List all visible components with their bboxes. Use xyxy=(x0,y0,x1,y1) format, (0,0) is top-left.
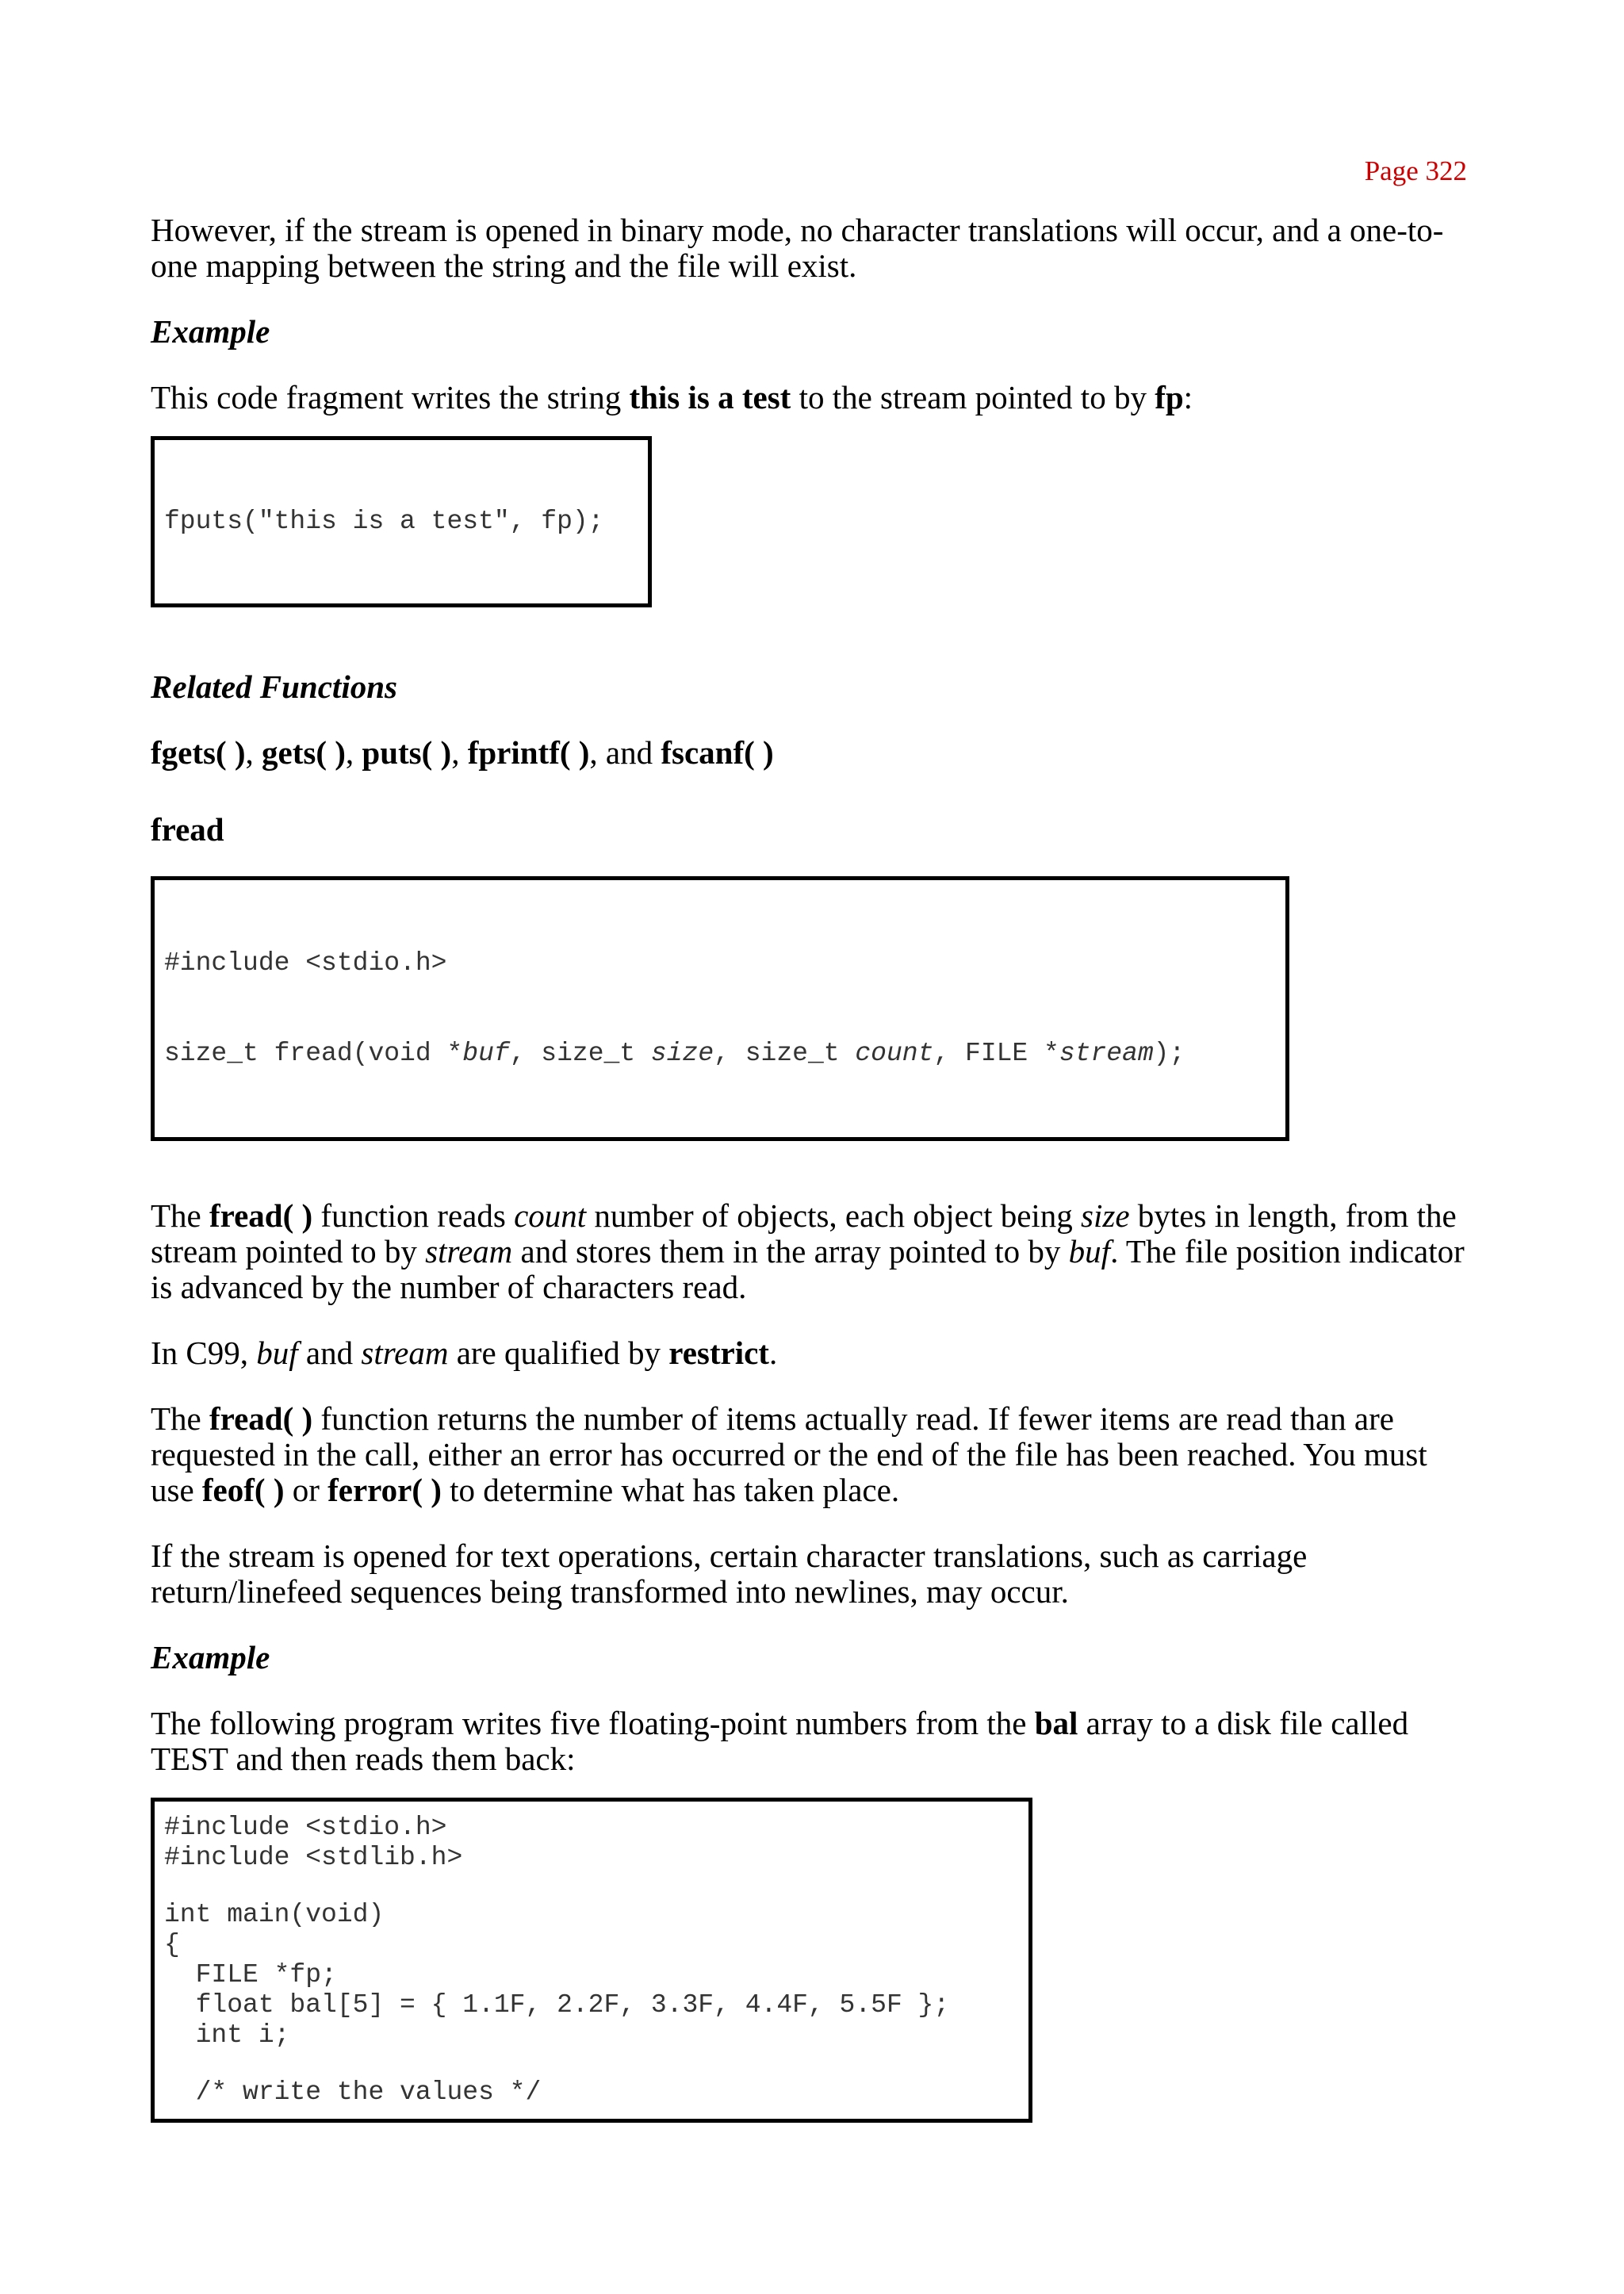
code-line: int i; xyxy=(164,2020,290,2050)
param-ref: buf xyxy=(256,1335,298,1371)
text-run: array to a disk file called TEST and then reads them back: xyxy=(151,1705,1409,1777)
text-run: to the stream pointed to by xyxy=(791,379,1155,416)
separator: , and xyxy=(589,734,661,771)
function-ref: ferror( ) xyxy=(327,1472,442,1508)
function-title: fread xyxy=(151,811,224,848)
separator: , xyxy=(345,734,362,771)
code-line: { xyxy=(164,1930,180,1959)
code-blank-line xyxy=(164,1873,1019,1900)
example-heading: Example xyxy=(151,1639,270,1676)
code-token: ); xyxy=(1153,1039,1185,1068)
code-token: , size_t xyxy=(509,1039,651,1068)
code-line: int main(void) xyxy=(164,1900,385,1929)
text-run: function returns the number of items actually read. If fewer items are read than are requested in the call, either an error has occurred or the end of the file has been reached. You must use xyxy=(151,1400,1427,1508)
text-run: to determine what has taken place. xyxy=(441,1472,900,1508)
text-run: . The file position indicator is advanced by the number of characters read. xyxy=(151,1233,1465,1305)
function-ref: fprintf( ) xyxy=(467,734,590,771)
example-description xyxy=(151,380,1467,416)
function-ref: fread( ) xyxy=(209,1197,313,1234)
code-blank-line xyxy=(164,2051,1019,2078)
text-run: or xyxy=(284,1472,328,1508)
separator: , xyxy=(451,734,468,771)
code-block-prototype xyxy=(151,876,1289,1141)
code-line xyxy=(164,1039,1276,1069)
function-ref: gets( ) xyxy=(262,734,346,771)
param-ref: count xyxy=(514,1197,587,1234)
code-term: this is a test xyxy=(629,379,791,416)
param-ref: size xyxy=(1081,1197,1130,1234)
code-token: size_t fread(void * xyxy=(164,1039,463,1068)
separator: , xyxy=(245,734,262,771)
text-run: number of objects, each object being xyxy=(586,1197,1082,1234)
text-run: This code fragment writes the string xyxy=(151,379,630,416)
example-description xyxy=(151,1706,1451,1777)
code-param: stream xyxy=(1059,1039,1154,1068)
text-run: : xyxy=(1183,379,1193,416)
code-block-program xyxy=(151,1798,1032,2123)
keyword: restrict xyxy=(668,1335,769,1371)
function-ref: fscanf( ) xyxy=(661,734,774,771)
text-run: The following program writes five floating-point numbers from the xyxy=(151,1705,1035,1741)
param-ref: stream xyxy=(425,1233,513,1270)
text-run: and stores them in the array pointed to by xyxy=(512,1233,1069,1270)
text-operations-paragraph: If the stream is opened for text operations, certain character translations, such as carriage return/linefeed sequences being transformed into newlines, may occur. xyxy=(151,1538,1308,1610)
function-ref: feof( ) xyxy=(201,1472,285,1508)
page-content xyxy=(151,213,1467,2123)
intro-paragraph: However, if the stream is opened in binary mode, no character translations will occur, and a one-to-one mapping between the string and the file will exist. xyxy=(151,212,1444,284)
code-term: fp xyxy=(1155,379,1184,416)
function-ref: fread( ) xyxy=(209,1400,313,1437)
function-ref: puts( ) xyxy=(362,734,452,771)
text-run: bytes in length, from the stream pointed to by xyxy=(151,1197,1457,1270)
text-run: are qualified by xyxy=(448,1335,669,1371)
code-token: , size_t xyxy=(714,1039,856,1068)
text-run: and xyxy=(297,1335,362,1371)
page-number: Page 322 xyxy=(1364,155,1467,186)
return-value-paragraph xyxy=(151,1401,1467,1508)
fread-description xyxy=(151,1198,1467,1305)
function-ref: fgets( ) xyxy=(151,734,246,771)
example-heading: Example xyxy=(151,313,270,350)
text-run: In C99, xyxy=(151,1335,257,1371)
code-param: count xyxy=(855,1039,934,1068)
code-line: FILE *fp; xyxy=(164,1960,337,1990)
code-line: /* write the values */ xyxy=(164,2078,542,2107)
code-line: #include <stdlib.h> xyxy=(164,1843,463,1872)
c99-note xyxy=(151,1335,1467,1371)
code-param: size xyxy=(650,1039,714,1068)
text-run: The xyxy=(151,1197,209,1234)
code-line: #include <stdio.h> xyxy=(164,1813,447,1842)
text-run: The xyxy=(151,1400,209,1437)
code-line: fputs("this is a test", fp); xyxy=(164,507,604,536)
text-run: . xyxy=(768,1335,778,1371)
code-block-fputs xyxy=(151,436,652,607)
code-line: #include <stdio.h> xyxy=(164,948,447,978)
param-ref: buf xyxy=(1068,1233,1111,1270)
related-functions-list xyxy=(151,735,1467,771)
param-ref: stream xyxy=(361,1335,449,1371)
code-term: bal xyxy=(1034,1705,1078,1741)
related-functions-heading: Related Functions xyxy=(151,668,397,705)
code-token: , FILE * xyxy=(933,1039,1059,1068)
code-param: buf xyxy=(462,1039,510,1068)
code-line: float bal[5] = { 1.1F, 2.2F, 3.3F, 4.4F, 5.5F }; xyxy=(164,1990,950,2020)
text-run: function reads xyxy=(312,1197,515,1234)
